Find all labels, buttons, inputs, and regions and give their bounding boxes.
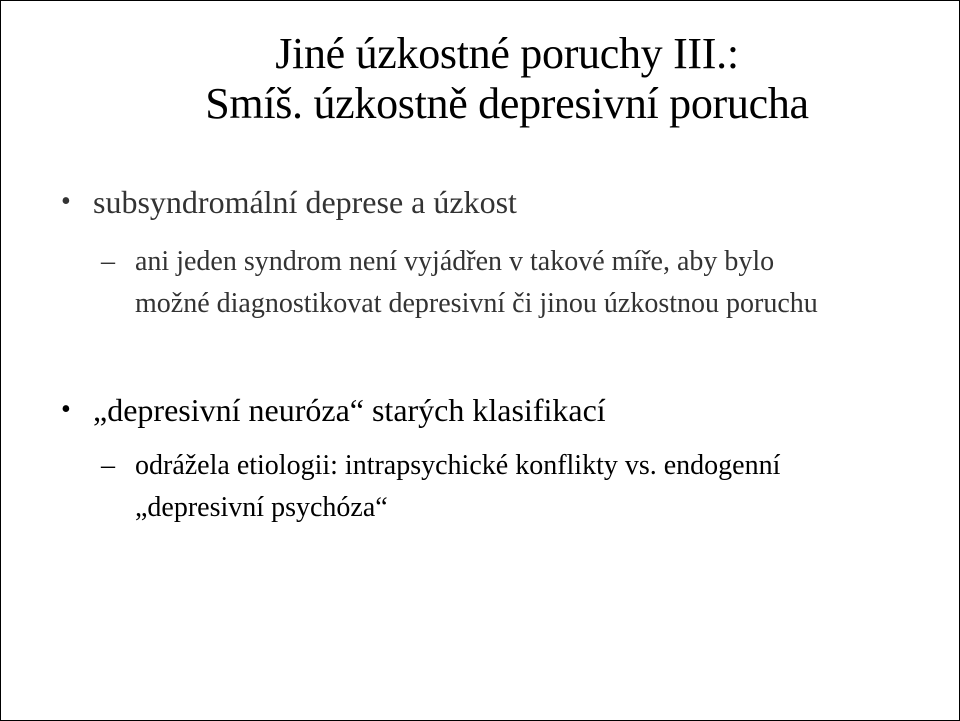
bullet-1-text: subsyndromální deprese a úzkost	[93, 184, 517, 220]
bullet-2-text: „depresivní neuróza“ starých klasifikací	[93, 392, 606, 428]
bullet-2-subitem-text: odrážela etiologii: intrapsychické konflikty vs. endogenní „depresivní psychóza“	[135, 450, 781, 523]
slide-title-line-2: Smíš. úzkostně depresivní porucha	[205, 79, 809, 128]
slide-title-line-1: Jiné úzkostné poruchy III.:	[275, 29, 739, 78]
bullet-2-subitem	[101, 445, 861, 535]
bullet-1-subitem	[101, 241, 861, 371]
subitem-marker: –	[101, 450, 115, 481]
slide-title	[87, 29, 927, 129]
subitem-marker: –	[101, 246, 115, 277]
bullet-marker: •	[61, 394, 71, 425]
bullet-1-subitem-text: ani jeden syndrom není vyjádřen v takové míře, aby bylo možné diagnostikovat depresivní či jinou úzkostnou poruchu	[135, 246, 818, 319]
bullet-marker: •	[61, 186, 71, 217]
